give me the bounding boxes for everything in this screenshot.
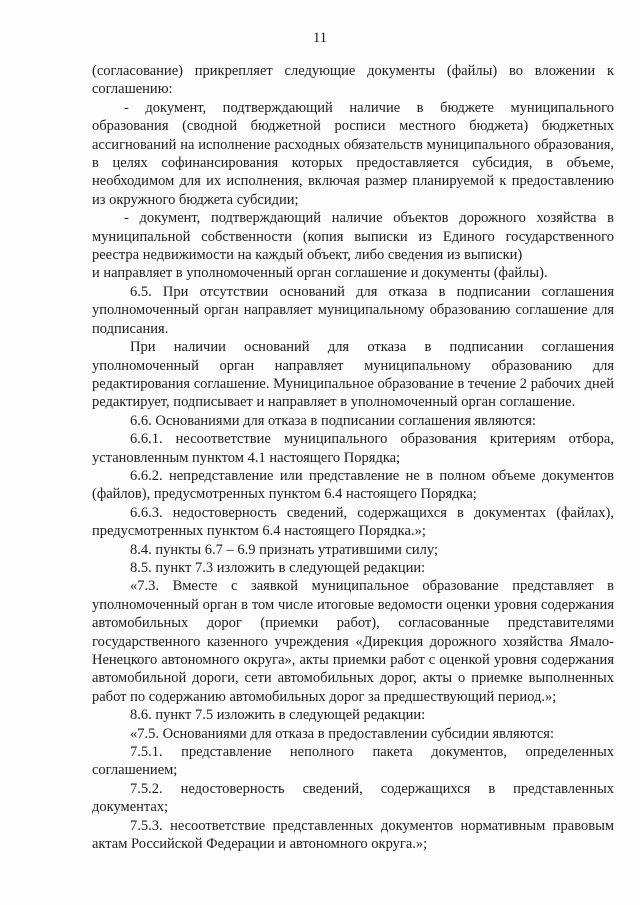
paragraph: - документ, подтверждающий наличие в бюджете муниципального образования (сводной бюджетной росписи местного бюджета) бюджетных ассигнований на исполнение расходных обязательств муниципального образования, в целях софинансирования которых предоставляется субсидия, в объеме, необходимом для их исполнения, включая размер планируемой к предоставлению из окружного бюджета субсидии;	[92, 99, 614, 208]
paragraph: 7.5.1. представление неполного пакета документов, определенных соглашением;	[92, 744, 614, 779]
page-number: 11	[313, 30, 327, 46]
paragraph: 8.5. пункт 7.3 изложить в следующей редакции:	[130, 559, 426, 576]
paragraph: 6.6.2. непредставление или представление не в полном объеме документов (файлов), предусмотренных пунктом 6.4 настоящего Порядка;	[92, 467, 614, 503]
paragraph: (согласование) прикрепляет следующие документы (файлы) во вложении к соглашению:	[92, 63, 614, 98]
paragraph: 6.6.3. недостоверность сведений, содержащихся в документах (файлах), предусмотренных пунктом 6.4 настоящего Порядка.»;	[92, 504, 614, 540]
paragraph: При наличии оснований для отказа в подписании соглашения уполномоченный орган направляет муниципальному образованию для редактирования соглашение. Муниципальное образование в течение 2 рабочих дней редактирует, подписывает и направляет в уполномоченный орган соглашение.	[92, 339, 614, 411]
paragraph: 6.5. При отсутствии оснований для отказа в подписании соглашения уполномоченный орган направляет муниципальному образованию соглашение для подписания.	[92, 283, 614, 337]
paragraph: - документ, подтверждающий наличие объектов дорожного хозяйства в муниципальной собственности (копия выписки из Единого государственного реестра недвижимости на каждый объект, либо сведения из выписки)	[92, 210, 614, 264]
paragraph: «7.5. Основаниями для отказа в предоставлении субсидии являются:	[130, 725, 554, 742]
paragraph: 6.6. Основаниями для отказа в подписании соглашения являются:	[130, 412, 536, 429]
paragraph: 8.6. пункт 7.5 изложить в следующей редакции:	[130, 707, 426, 724]
document-body	[92, 62, 614, 853]
paragraph: 8.4. пункты 6.7 – 6.9 признать утратившими силу;	[130, 541, 438, 558]
paragraph: 7.5.3. несоответствие представленных документов нормативным правовым актам Российской Федерации и автономного округа.»;	[92, 817, 614, 853]
paragraph: и направляет в уполномоченный орган соглашение и документы (файлы).	[92, 265, 548, 282]
paragraph: «7.3. Вместе с заявкой муниципальное образование представляет в уполномоченный орган в том числе итоговые ведомости оценки уровня содержания автомобильных дорог (приемки работ), согласованные представителями государственного казенного учреждения «Дирекция дорожного хозяйства Ямало-Ненецкого автономного округа», акты приемки работ с оценкой уровня содержания автомобильной дороги, сети автомобильных дорог, акты о приемке выполненных работ по содержанию автомобильных дорог за предшествующий период.»;	[92, 578, 614, 705]
paragraph: 6.6.1. несоответствие муниципального образования критериям отбора, установленным пунктом 4.1 настоящего Порядка;	[92, 431, 614, 466]
paragraph: 7.5.2. недостоверность сведений, содержащихся в представленных документах;	[92, 780, 614, 816]
